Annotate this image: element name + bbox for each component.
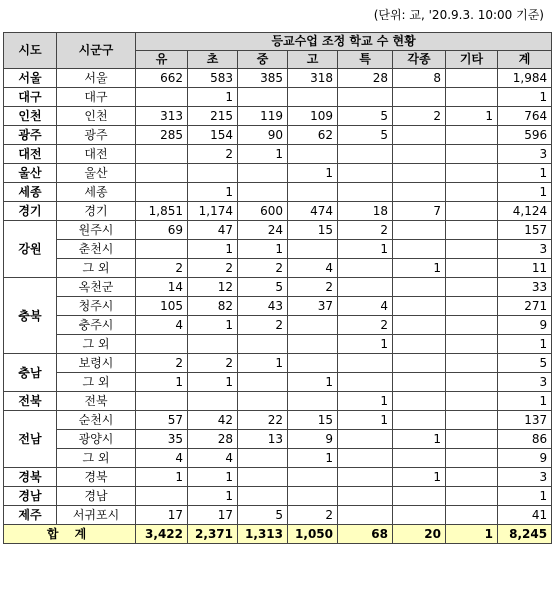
value-cell: 90: [238, 126, 288, 145]
sido-cell: 울산: [4, 164, 57, 183]
value-cell: [446, 278, 498, 297]
value-cell: 385: [238, 69, 288, 88]
sigungu-cell: 청주시: [57, 297, 136, 316]
sido-cell: 전북: [4, 392, 57, 411]
value-cell: 2: [188, 354, 238, 373]
sigungu-cell: 울산: [57, 164, 136, 183]
value-cell: [136, 392, 188, 411]
sigungu-cell: 서울: [57, 69, 136, 88]
value-cell: [288, 335, 338, 354]
value-cell: 1: [288, 449, 338, 468]
value-cell: 1: [446, 107, 498, 126]
value-cell: 3: [498, 145, 552, 164]
value-cell: 47: [188, 221, 238, 240]
value-cell: [446, 240, 498, 259]
value-cell: [393, 316, 446, 335]
value-cell: 9: [498, 449, 552, 468]
value-cell: [188, 335, 238, 354]
value-cell: 2: [288, 506, 338, 525]
value-cell: [238, 449, 288, 468]
value-cell: [238, 164, 288, 183]
value-cell: 7: [393, 202, 446, 221]
value-cell: [446, 335, 498, 354]
sido-cell: 대전: [4, 145, 57, 164]
value-cell: 1: [188, 316, 238, 335]
table-row: [4, 468, 552, 487]
total-row: [4, 525, 552, 544]
value-cell: 57: [136, 411, 188, 430]
unit-note: (단위: 교, '20.9.3. 10:00 기준): [373, 8, 544, 22]
value-cell: 43: [238, 297, 288, 316]
value-cell: 2: [288, 278, 338, 297]
sigungu-cell: 광양시: [57, 430, 136, 449]
value-cell: [136, 88, 188, 107]
value-cell: [338, 487, 393, 506]
value-cell: 22: [238, 411, 288, 430]
value-cell: 2: [136, 259, 188, 278]
value-cell: 157: [498, 221, 552, 240]
value-cell: 62: [288, 126, 338, 145]
value-cell: 105: [136, 297, 188, 316]
value-cell: 5: [238, 278, 288, 297]
sigungu-cell: 세종: [57, 183, 136, 202]
header-sigungu: 시군구: [57, 33, 136, 69]
value-cell: 1,174: [188, 202, 238, 221]
sido-cell: 충북: [4, 278, 57, 354]
value-cell: 1: [498, 335, 552, 354]
value-cell: 4: [288, 259, 338, 278]
table-body: [4, 69, 552, 525]
value-cell: [238, 487, 288, 506]
school-adjustment-table: [3, 32, 552, 544]
value-cell: [136, 145, 188, 164]
value-cell: [393, 506, 446, 525]
value-cell: 3: [498, 373, 552, 392]
value-cell: 17: [188, 506, 238, 525]
value-cell: [338, 278, 393, 297]
value-cell: [446, 487, 498, 506]
value-cell: 9: [498, 316, 552, 335]
value-cell: 764: [498, 107, 552, 126]
value-cell: 1: [338, 411, 393, 430]
value-cell: 474: [288, 202, 338, 221]
table-row: [4, 487, 552, 506]
sido-cell: 경기: [4, 202, 57, 221]
value-cell: [136, 487, 188, 506]
value-cell: 1,851: [136, 202, 188, 221]
value-cell: [446, 430, 498, 449]
value-cell: 1,984: [498, 69, 552, 88]
value-cell: [446, 202, 498, 221]
value-cell: [393, 164, 446, 183]
value-cell: [288, 240, 338, 259]
value-cell: [136, 240, 188, 259]
sigungu-cell: 충주시: [57, 316, 136, 335]
value-cell: [446, 297, 498, 316]
value-cell: 17: [136, 506, 188, 525]
value-cell: 5: [238, 506, 288, 525]
value-cell: 1: [188, 240, 238, 259]
value-cell: [393, 278, 446, 297]
sido-cell: 전남: [4, 411, 57, 468]
sigungu-cell: 그 외: [57, 373, 136, 392]
sigungu-cell: 대전: [57, 145, 136, 164]
value-cell: [238, 183, 288, 202]
sigungu-cell: 경북: [57, 468, 136, 487]
value-cell: [238, 335, 288, 354]
value-cell: 5: [338, 107, 393, 126]
table-row: [4, 221, 552, 240]
value-cell: 13: [238, 430, 288, 449]
sido-cell: 인천: [4, 107, 57, 126]
value-cell: [288, 145, 338, 164]
value-cell: 215: [188, 107, 238, 126]
value-cell: [338, 449, 393, 468]
total-cell: 3,422: [136, 525, 188, 544]
table-row: [4, 411, 552, 430]
value-cell: 3: [498, 468, 552, 487]
value-cell: [288, 468, 338, 487]
value-cell: [446, 411, 498, 430]
value-cell: [446, 69, 498, 88]
value-cell: [338, 468, 393, 487]
table-row: [4, 126, 552, 145]
sigungu-cell: 서귀포시: [57, 506, 136, 525]
value-cell: [446, 449, 498, 468]
value-cell: 5: [498, 354, 552, 373]
table-row: [4, 107, 552, 126]
value-cell: 24: [238, 221, 288, 240]
value-cell: [338, 183, 393, 202]
value-cell: [338, 259, 393, 278]
table-row: [4, 69, 552, 88]
header-col: 유: [136, 51, 188, 69]
value-cell: 285: [136, 126, 188, 145]
header-sido: 시도: [4, 33, 57, 69]
value-cell: 1: [498, 392, 552, 411]
value-cell: [338, 145, 393, 164]
table-row: [4, 449, 552, 468]
value-cell: 41: [498, 506, 552, 525]
value-cell: 1: [338, 392, 393, 411]
header-group: 등교수업 조정 학교 수 현황: [136, 33, 552, 51]
value-cell: [288, 316, 338, 335]
total-cell: 8,245: [498, 525, 552, 544]
sido-cell: 경남: [4, 487, 57, 506]
value-cell: [446, 126, 498, 145]
value-cell: 15: [288, 411, 338, 430]
value-cell: 1: [288, 373, 338, 392]
value-cell: [136, 335, 188, 354]
value-cell: [393, 373, 446, 392]
table-row: [4, 297, 552, 316]
value-cell: 662: [136, 69, 188, 88]
sigungu-cell: 전북: [57, 392, 136, 411]
table-row: [4, 240, 552, 259]
value-cell: 1: [393, 468, 446, 487]
value-cell: [446, 88, 498, 107]
value-cell: [188, 164, 238, 183]
header-col: 중: [238, 51, 288, 69]
value-cell: 109: [288, 107, 338, 126]
value-cell: 318: [288, 69, 338, 88]
value-cell: 154: [188, 126, 238, 145]
value-cell: 2: [238, 259, 288, 278]
value-cell: 3: [498, 240, 552, 259]
value-cell: [393, 145, 446, 164]
value-cell: 1: [393, 430, 446, 449]
value-cell: 1: [288, 164, 338, 183]
value-cell: [446, 259, 498, 278]
value-cell: [393, 487, 446, 506]
table-row: [4, 259, 552, 278]
table-row: [4, 202, 552, 221]
value-cell: 35: [136, 430, 188, 449]
value-cell: 1: [498, 183, 552, 202]
value-cell: [338, 354, 393, 373]
header-col: 초: [188, 51, 238, 69]
value-cell: 271: [498, 297, 552, 316]
table-row: [4, 392, 552, 411]
value-cell: 1: [238, 240, 288, 259]
value-cell: [393, 297, 446, 316]
value-cell: [288, 183, 338, 202]
value-cell: [136, 183, 188, 202]
total-cell: 20: [393, 525, 446, 544]
value-cell: 18: [338, 202, 393, 221]
value-cell: 5: [338, 126, 393, 145]
sigungu-cell: 그 외: [57, 335, 136, 354]
value-cell: [446, 506, 498, 525]
value-cell: 37: [288, 297, 338, 316]
table-row: [4, 335, 552, 354]
value-cell: [136, 164, 188, 183]
value-cell: 14: [136, 278, 188, 297]
value-cell: 596: [498, 126, 552, 145]
value-cell: 119: [238, 107, 288, 126]
value-cell: 1: [136, 373, 188, 392]
value-cell: 28: [338, 69, 393, 88]
value-cell: 82: [188, 297, 238, 316]
value-cell: [338, 430, 393, 449]
value-cell: 1: [136, 468, 188, 487]
value-cell: [393, 392, 446, 411]
table-row: [4, 316, 552, 335]
value-cell: [446, 468, 498, 487]
sido-cell: 서울: [4, 69, 57, 88]
value-cell: 12: [188, 278, 238, 297]
value-cell: 2: [188, 259, 238, 278]
value-cell: [393, 221, 446, 240]
value-cell: [338, 506, 393, 525]
value-cell: 86: [498, 430, 552, 449]
value-cell: [446, 183, 498, 202]
table-row: [4, 373, 552, 392]
value-cell: [288, 392, 338, 411]
value-cell: 1: [238, 354, 288, 373]
sigungu-cell: 경남: [57, 487, 136, 506]
value-cell: 42: [188, 411, 238, 430]
value-cell: [393, 183, 446, 202]
value-cell: 1: [498, 164, 552, 183]
value-cell: 2: [238, 316, 288, 335]
value-cell: [393, 126, 446, 145]
sido-cell: 경북: [4, 468, 57, 487]
table-row: [4, 183, 552, 202]
sigungu-cell: 대구: [57, 88, 136, 107]
value-cell: [238, 88, 288, 107]
value-cell: 313: [136, 107, 188, 126]
total-label: 합 계: [4, 525, 136, 544]
table-row: [4, 354, 552, 373]
value-cell: 69: [136, 221, 188, 240]
value-cell: 1: [338, 335, 393, 354]
value-cell: [393, 354, 446, 373]
value-cell: 1: [498, 487, 552, 506]
header-col: 고: [288, 51, 338, 69]
value-cell: 4: [188, 449, 238, 468]
table-row: [4, 278, 552, 297]
value-cell: [238, 392, 288, 411]
value-cell: 2: [188, 145, 238, 164]
value-cell: 1: [188, 373, 238, 392]
value-cell: [288, 487, 338, 506]
value-cell: 2: [393, 107, 446, 126]
sigungu-cell: 춘천시: [57, 240, 136, 259]
sigungu-cell: 보령시: [57, 354, 136, 373]
value-cell: 137: [498, 411, 552, 430]
sido-cell: 제주: [4, 506, 57, 525]
value-cell: [393, 335, 446, 354]
value-cell: [446, 221, 498, 240]
table-row: [4, 430, 552, 449]
total-cell: 1,313: [238, 525, 288, 544]
value-cell: 11: [498, 259, 552, 278]
value-cell: 2: [136, 354, 188, 373]
value-cell: [338, 88, 393, 107]
value-cell: 2: [338, 221, 393, 240]
value-cell: [393, 449, 446, 468]
value-cell: 28: [188, 430, 238, 449]
sido-cell: 광주: [4, 126, 57, 145]
value-cell: 1: [498, 88, 552, 107]
header-col: 각종: [393, 51, 446, 69]
value-cell: [288, 354, 338, 373]
value-cell: [238, 373, 288, 392]
value-cell: [393, 88, 446, 107]
total-cell: 1,050: [288, 525, 338, 544]
value-cell: 9: [288, 430, 338, 449]
value-cell: [393, 411, 446, 430]
sido-cell: 충남: [4, 354, 57, 392]
value-cell: 2: [338, 316, 393, 335]
total-cell: 68: [338, 525, 393, 544]
header-col: 특: [338, 51, 393, 69]
value-cell: 4,124: [498, 202, 552, 221]
header-col: 기타: [446, 51, 498, 69]
value-cell: [446, 392, 498, 411]
value-cell: 4: [338, 297, 393, 316]
sido-cell: 대구: [4, 88, 57, 107]
value-cell: 600: [238, 202, 288, 221]
value-cell: 1: [188, 88, 238, 107]
value-cell: [338, 373, 393, 392]
value-cell: 1: [188, 183, 238, 202]
value-cell: [338, 164, 393, 183]
value-cell: [446, 145, 498, 164]
value-cell: 15: [288, 221, 338, 240]
sigungu-cell: 경기: [57, 202, 136, 221]
sigungu-cell: 그 외: [57, 449, 136, 468]
value-cell: 4: [136, 316, 188, 335]
value-cell: [393, 240, 446, 259]
value-cell: 583: [188, 69, 238, 88]
sigungu-cell: 옥천군: [57, 278, 136, 297]
value-cell: [446, 164, 498, 183]
total-cell: 2,371: [188, 525, 238, 544]
value-cell: 8: [393, 69, 446, 88]
value-cell: 1: [338, 240, 393, 259]
sido-cell: 강원: [4, 221, 57, 278]
value-cell: 4: [136, 449, 188, 468]
value-cell: [446, 373, 498, 392]
value-cell: 1: [188, 487, 238, 506]
sido-cell: 세종: [4, 183, 57, 202]
sigungu-cell: 인천: [57, 107, 136, 126]
value-cell: [446, 354, 498, 373]
value-cell: 1: [393, 259, 446, 278]
value-cell: [288, 88, 338, 107]
total-cell: 1: [446, 525, 498, 544]
table-row: [4, 164, 552, 183]
value-cell: 1: [188, 468, 238, 487]
sigungu-cell: 그 외: [57, 259, 136, 278]
sigungu-cell: 광주: [57, 126, 136, 145]
value-cell: 1: [238, 145, 288, 164]
value-cell: [446, 316, 498, 335]
table-row: [4, 88, 552, 107]
sigungu-cell: 원주시: [57, 221, 136, 240]
value-cell: [188, 392, 238, 411]
value-cell: [238, 468, 288, 487]
table-row: [4, 506, 552, 525]
value-cell: 33: [498, 278, 552, 297]
table-row: [4, 145, 552, 164]
header-col: 계: [498, 51, 552, 69]
sigungu-cell: 순천시: [57, 411, 136, 430]
